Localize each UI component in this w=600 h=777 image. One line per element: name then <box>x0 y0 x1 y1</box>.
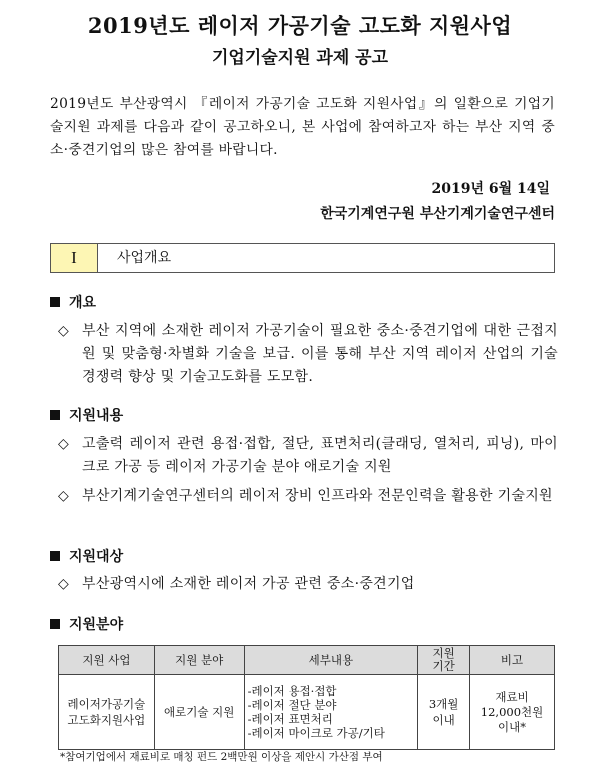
section-header <box>50 243 555 273</box>
table-cell-note <box>470 675 555 750</box>
content-heading <box>50 405 123 425</box>
field-heading <box>50 614 123 634</box>
overview-item <box>58 320 558 389</box>
table-header: 지원 사업 <box>59 646 155 675</box>
table-cell-project <box>59 675 155 750</box>
section-title: 사업개요 <box>117 250 172 266</box>
content-item-text: 고출력 레이저 관련 용접·접합, 절단, 표면처리(클래딩, 열처리, 피닝), 마이크로 가공 등 레이저 가공기술 분야 애로기술 지원 <box>82 436 558 475</box>
table-row <box>59 675 555 750</box>
target-heading <box>50 546 123 566</box>
white-diamond-icon: ◇ <box>58 323 69 339</box>
page-title: 2019년도 레이저 가공기술 고도화 지원사업 <box>87 13 513 38</box>
section-number: I <box>51 244 98 272</box>
project-text: 레이저가공기술 고도화지원사업 <box>67 697 146 727</box>
overview-heading-label: 개요 <box>69 295 97 311</box>
intro-paragraph: 2019년도 부산광역시 『레이저 가공기술 고도화 지원사업』의 일환으로 기업기술지원 과제를 다음과 같이 공고하오니, 본 사업에 참여하고자 하는 부산 지역 중소·중견기업의 많은 참여를 바랍니다. <box>50 96 555 158</box>
table-cell-details <box>244 675 418 750</box>
table-cell-field: 애로기술 지원 <box>154 675 244 750</box>
target-item <box>58 573 558 596</box>
table-header <box>418 646 470 675</box>
content-heading-label: 지원내용 <box>69 408 124 424</box>
note-text: 재료비 12,000천원 이내* <box>480 689 544 734</box>
content-item-2 <box>58 485 558 508</box>
white-diamond-icon: ◇ <box>58 576 69 592</box>
detail-line: -레이저 용접·접합 <box>247 684 337 698</box>
support-table <box>58 645 555 750</box>
announce-date: 2019년 6월 14일 <box>431 181 550 197</box>
content-item-1 <box>58 433 558 479</box>
table-header: 비고 <box>470 646 555 675</box>
period-header-text: 지원 기간 <box>432 646 455 673</box>
black-square-icon <box>50 297 60 307</box>
detail-line: -레이저 표면처리 <box>247 712 333 726</box>
footnote: *참여기업에서 재료비로 매칭 펀드 2백만원 이상을 제안시 가산점 부여 <box>60 751 383 763</box>
content-item-text: 부산기계기술연구센터의 레이저 장비 인프라와 전문인력을 활용한 기술지원 <box>82 488 553 504</box>
black-square-icon <box>50 551 60 561</box>
white-diamond-icon: ◇ <box>58 488 69 504</box>
target-item-text: 부산광역시에 소재한 레이저 가공 관련 중소·중견기업 <box>82 576 415 592</box>
overview-heading <box>50 292 96 312</box>
table-header: 세부내용 <box>244 646 418 675</box>
black-square-icon <box>50 410 60 420</box>
table-header: 지원 분야 <box>154 646 244 675</box>
detail-line: -레이저 마이크로 가공/기타 <box>247 726 385 740</box>
table-cell-period <box>418 675 470 750</box>
target-heading-label: 지원대상 <box>69 549 124 565</box>
detail-line: -레이저 절단 분야 <box>247 698 337 712</box>
table-header-row <box>59 646 555 675</box>
page-subtitle: 기업기술지원 과제 공고 <box>211 48 389 68</box>
period-text: 3개월 이내 <box>428 697 459 727</box>
black-square-icon <box>50 619 60 629</box>
field-heading-label: 지원분야 <box>69 617 124 633</box>
overview-item-text: 부산 지역에 소재한 레이저 가공기술이 필요한 중소·중견기업에 대한 근접지원 및 맞춤형·차별화 기술을 보급. 이를 통해 부산 지역 레이저 산업의 기술 경쟁력 향상 및 기술고도화를 도모함. <box>82 323 558 385</box>
white-diamond-icon: ◇ <box>58 436 69 452</box>
organization-name: 한국기계연구원 부산기계기술연구센터 <box>320 206 555 222</box>
